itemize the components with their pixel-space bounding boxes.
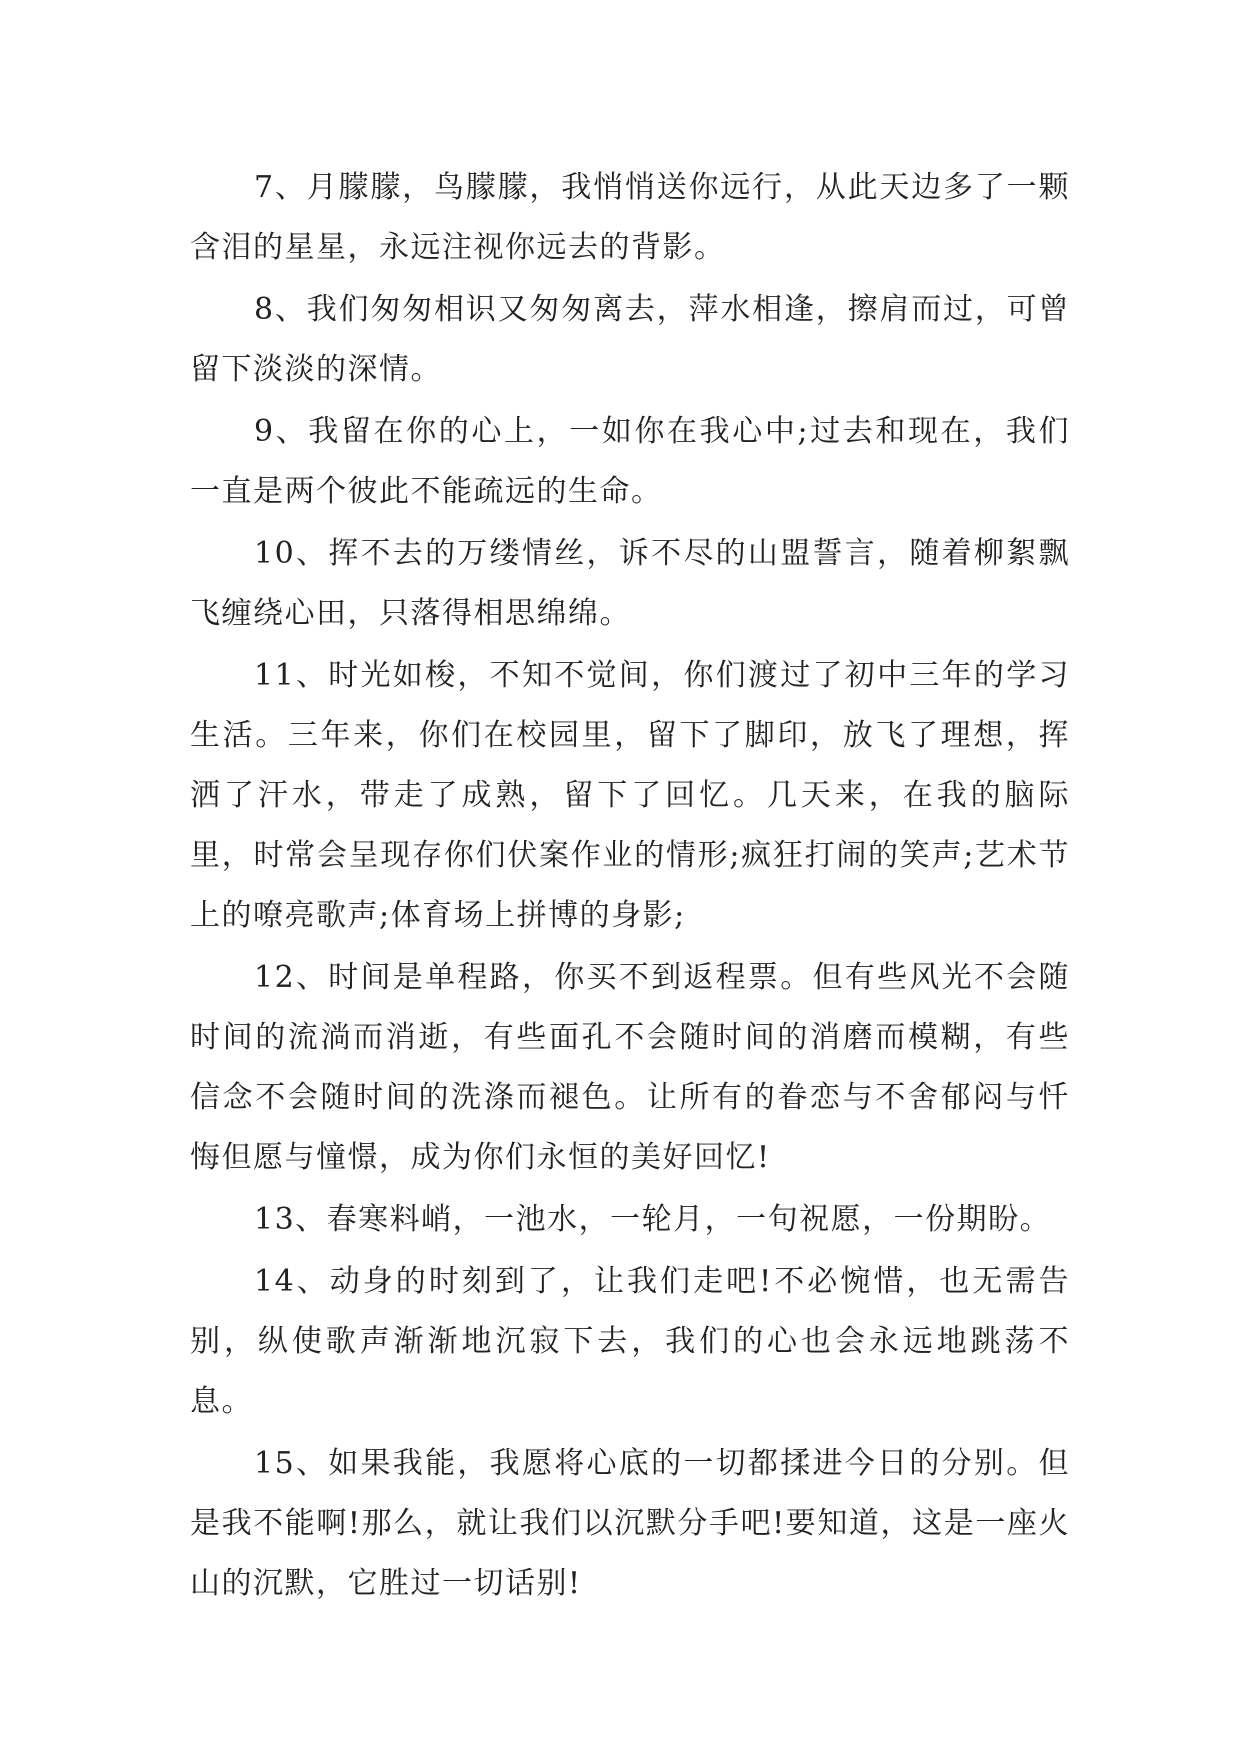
paragraph-14: 14、动身的时刻到了，让我们走吧!不必惋惜，也无需告别，纵使歌声渐渐地沉寂下去，我们的心也会永远地跳荡不息。	[190, 1264, 1070, 1419]
paragraph-10: 10、挥不去的万缕情丝，诉不尽的山盟誓言，随着柳絮飘飞缠绕心田，只落得相思绵绵。	[190, 536, 1070, 631]
paragraph-11: 11、时光如梭，不知不觉间，你们渡过了初中三年的学习生活。三年来，你们在校园里，留下了脚印，放飞了理想，挥洒了汗水，带走了成熟，留下了回忆。几天来，在我的脑际里，时常会呈现存你们伏案作业的情形;疯狂打闹的笑声;艺术节上的嘹亮歌声;体育场上拼博的身影;	[190, 658, 1070, 933]
paragraph-13: 13、春寒料峭，一池水，一轮月，一句祝愿，一份期盼。	[254, 1202, 1052, 1237]
paragraph-7: 7、月朦朦，鸟朦朦，我悄悄送你远行，从此天边多了一颗含泪的星星，永远注视你远去的背影。	[190, 170, 1070, 265]
paragraph-12: 12、时间是单程路，你买不到返程票。但有些风光不会随时间的流淌而消逝，有些面孔不会随时间的消磨而模糊，有些信念不会随时间的洗涤而褪色。让所有的眷恋与不舍郁闷与忏悔但愿与憧憬，成为你们永恒的美好回忆!	[190, 960, 1070, 1175]
paragraph-8: 8、我们匆匆相识又匆匆离去，萍水相逢，擦肩而过，可曾留下淡淡的深情。	[190, 292, 1070, 387]
paragraph-15: 15、如果我能，我愿将心底的一切都揉进今日的分别。但是我不能啊!那么，就让我们以沉默分手吧!要知道，这是一座火山的沉默，它胜过一切话别!	[190, 1446, 1070, 1601]
document-body	[190, 158, 1070, 1616]
paragraph-9: 9、我留在你的心上，一如你在我心中;过去和现在，我们一直是两个彼此不能疏远的生命。	[190, 414, 1070, 509]
